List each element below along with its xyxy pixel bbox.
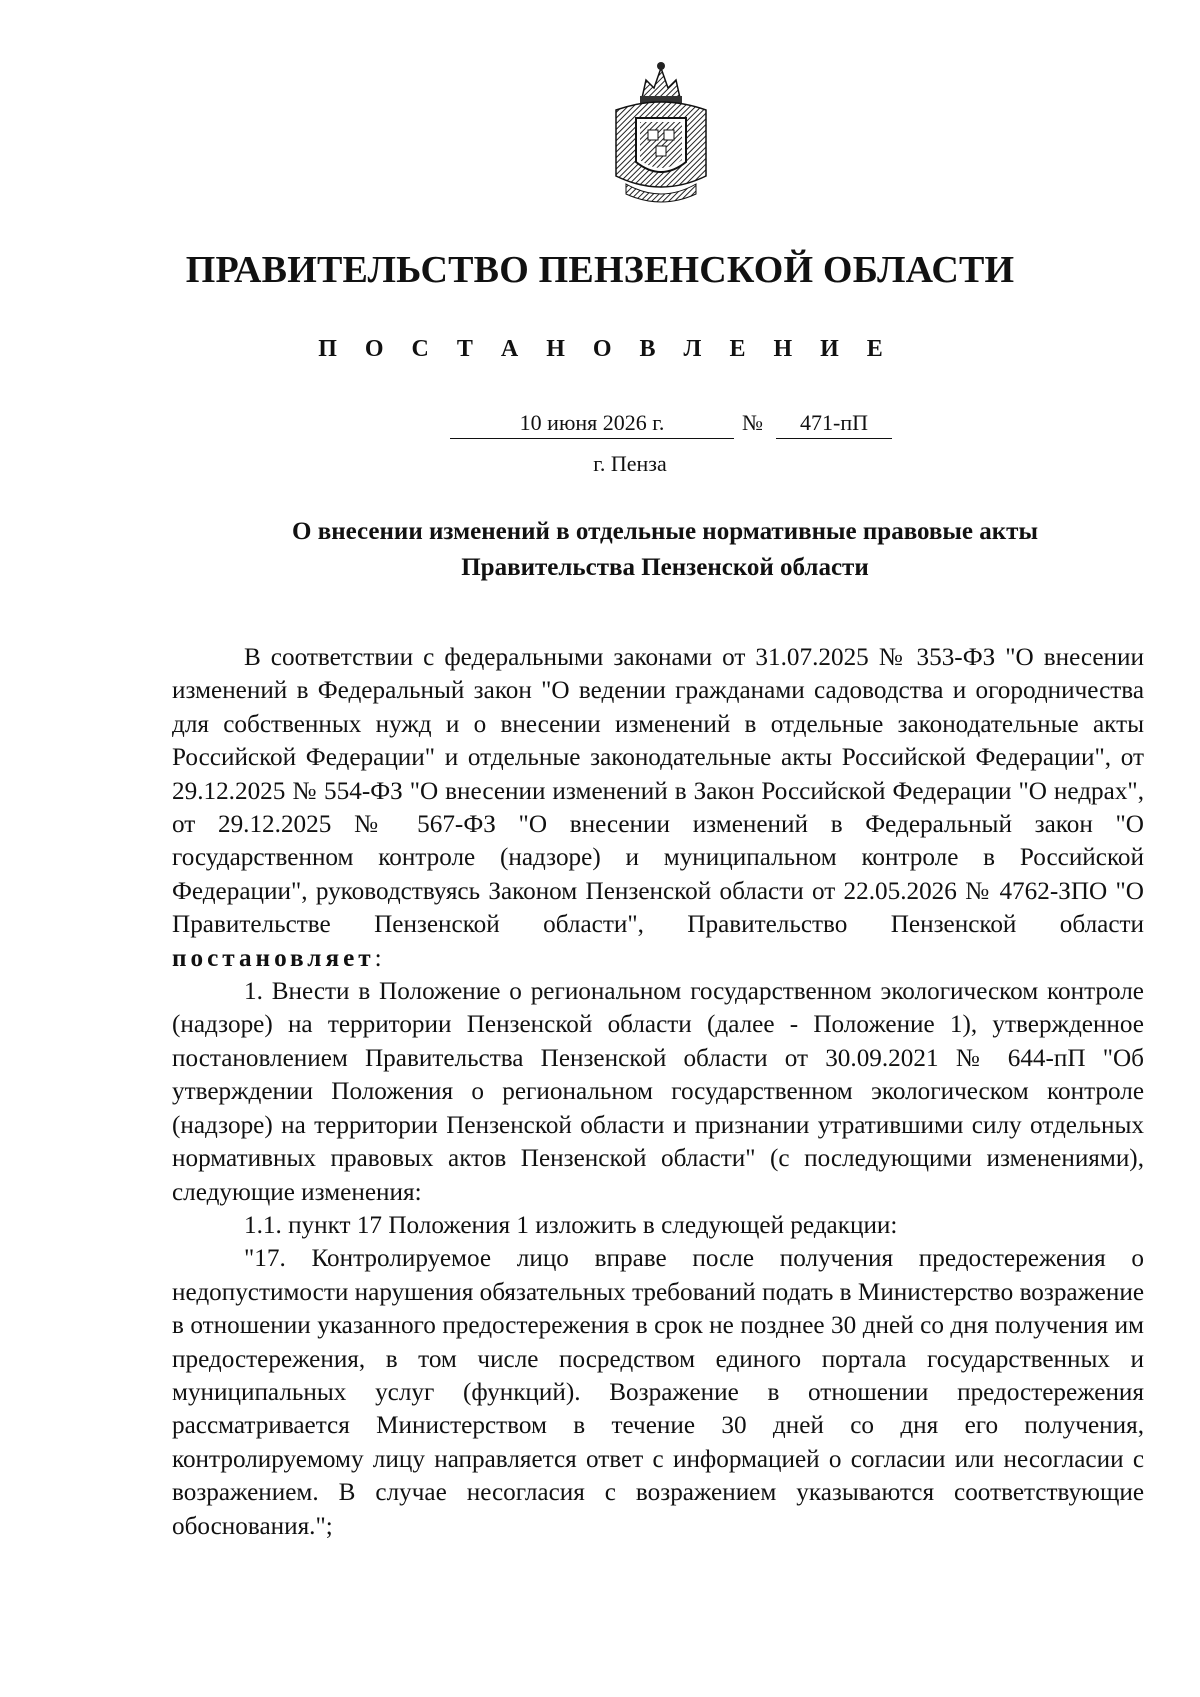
document-type: П О С Т А Н О В Л Е Н И Е: [318, 336, 894, 362]
preamble-text: В соответствии с федеральными законами от 31.07.2025 № 353-ФЗ "О внесении изменений в Федеральный закон "О ведении гражданами садоводства и огородничества для собственных нужд и о внесении изменений в отдельные законодательные акты Российской Федерации" и отдельные законодательные акты Российской Федерации", от 29.12.2025 № 554-ФЗ "О внесении изменений в Закон Российской Федерации "О недрах", от 29.12.2025 № 567-ФЗ "О внесении изменений в Федеральный закон "О государственном контроле (надзоре) и муниципальном контроле в Российской Федерации", руководствуясь Законом Пензенской области от 22.05.2026 № 4762-ЗПО "О Правительстве Пензенской области", Правительство Пензенской области: [172, 644, 1144, 939]
number-sign: №: [742, 410, 763, 435]
decree-colon: :: [374, 944, 382, 972]
decree-word: постановляет: [172, 944, 375, 972]
item-1-paragraph: 1. Внести в Положение о региональном государственном экологическом контроле (надзоре) на территории Пензенской области (далее - Положение 1), утвержденное постановлением Правительства Пензенской области от 30.09.2021 № 644-пП "Об утверждении Положения о региональном государственном экологическом контроле (надзоре) на территории Пензенской области и признании утратившими силу отдельных нормативных правовых актов Пензенской области" (с последующими изменениями), следующие изменения:: [172, 978, 1144, 1206]
subject-line-2: Правительства Пензенской области: [461, 554, 869, 581]
government-title: ПРАВИТЕЛЬСТВО ПЕНЗЕНСКОЙ ОБЛАСТИ: [185, 249, 1015, 291]
document-date: 10 июня 2026 г.: [450, 408, 734, 439]
document-subject: [170, 514, 1090, 586]
document-city: г. Пенза: [593, 451, 667, 476]
coat-of-arms-emblem: [602, 58, 720, 208]
document-body: [172, 641, 1144, 1543]
preamble-paragraph: [172, 641, 1144, 975]
document-number: 471-пП: [776, 408, 892, 439]
item-17-paragraph: "17. Контролируемое лицо вправе после получения предостережения о недопустимости нарушения обязательных требований подать в Министерство возражение в отношении указанного предостережения в срок не позднее 30 дней со дня получения им предостережения, в том числе посредством единого портала государственных и муниципальных услуг (функций). Возражение в отношении предостережения рассматривается Министерством в течение 30 дней со дня его получения, контролируемому лицу направляется ответ с информацией о согласии или несогласии с возражением. В случае несогласия с возражением указываются соответствующие обоснования.";: [172, 1245, 1144, 1540]
subject-line-1: О внесении изменений в отдельные нормативные правовые акты: [292, 518, 1038, 545]
item-1-1-paragraph: 1.1. пункт 17 Положения 1 изложить в следующей редакции:: [244, 1211, 898, 1239]
